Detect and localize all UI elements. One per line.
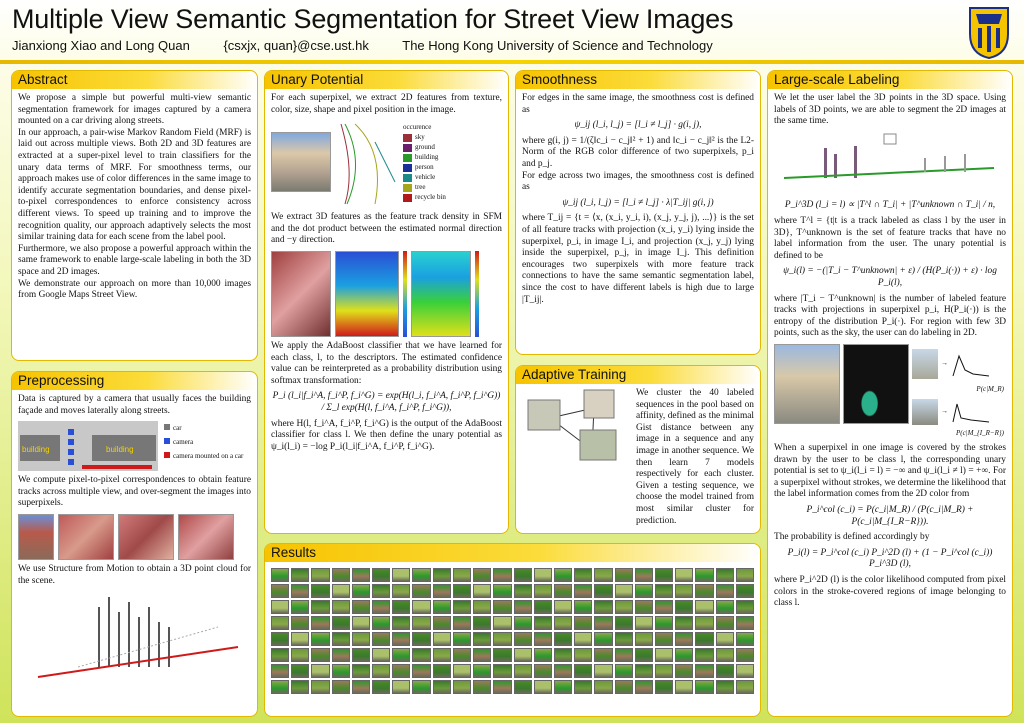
result-thumbnail [271, 632, 289, 646]
result-thumbnail [352, 664, 370, 678]
building-label: building [22, 445, 50, 455]
result-thumbnail [716, 568, 734, 582]
result-thumbnail [514, 664, 532, 678]
result-thumbnail [716, 600, 734, 614]
result-thumbnail [332, 648, 350, 662]
largescale-paragraph: where |T_i − T^unknown| is the number of labeled feature tracks with projections in superpixel p_i, H(P_i(·)) is the entropy of the distribution P_i(·). For region with few 3D points, such as the sky, the user can do labeling in 2D. [774, 293, 1006, 339]
result-thumbnail [716, 584, 734, 598]
result-thumbnail [433, 664, 451, 678]
result-thumbnail [493, 632, 511, 646]
result-thumbnail [271, 584, 289, 598]
result-thumbnail [574, 568, 592, 582]
result-thumbnail [291, 616, 309, 630]
result-thumbnail [311, 648, 329, 662]
result-thumbnail [473, 616, 491, 630]
result-thumbnail [352, 584, 370, 598]
likelihood-plot-1 [951, 350, 991, 378]
result-thumbnail [655, 584, 673, 598]
result-thumbnail [412, 632, 430, 646]
result-thumbnail [655, 600, 673, 614]
result-thumbnail [554, 616, 572, 630]
result-thumbnail [655, 632, 673, 646]
superpixel-images [18, 514, 251, 560]
result-thumbnail [453, 600, 471, 614]
result-thumbnail [473, 568, 491, 582]
result-thumbnail [412, 664, 430, 678]
result-thumbnail [433, 616, 451, 630]
result-thumbnail [635, 568, 653, 582]
result-thumbnail [433, 648, 451, 662]
result-thumbnail [534, 584, 552, 598]
result-thumbnail [554, 632, 572, 646]
result-thumbnail [635, 584, 653, 598]
result-thumbnail [372, 648, 390, 662]
result-thumbnail [433, 568, 451, 582]
result-thumbnail [412, 584, 430, 598]
result-thumbnail [554, 600, 572, 614]
result-thumbnail [574, 632, 592, 646]
result-thumbnail [594, 600, 612, 614]
likelihood-label-2: P(c|M_{I_R−R}) [955, 428, 1004, 437]
result-thumbnail [291, 584, 309, 598]
smoothness-paragraph: where T_ij = {t = ⟨x, (x_i, y_i, i), (x_j, y_j, j), ...⟩} is the set of all feature tracks with projection (x_i, y_i) lying inside the superpixel, p_i, in image I_i, and projection (x_j, y_j) lying inside the superpixel, p_j, in image I_j. This definition encourages two superpixels with more feature track connections to have the same semantic segmentation label, since the cost to have different labels is high due to large |T_ij|. [522, 213, 754, 305]
largescale-panel: Large-scale Labeling We let the user label the 3D points in the 3D space. Using labels of 3D points, we are able to segment the 2D images at the same time. P_i^3D (l_i = l) ∝ |T^l ∩ T_i| + |T^unknown ∩ T_i| / n, where T^l = {t|t is a track labeled as class l by the user in 3D}, T^unknown is the set of feature tracks that have no label information from the user. The unary potential is defined to be ψ_i(l) = −(|T_i − T^unknown| + ε) / (H(P_i(·)) + ε) · log P_i(l), where |T_i − T^unknown| is the number of labeled feature tracks with projections in superpixel p_i, H(P_i(·)) is the entropy of the distribution P_i(·). For region with few 3D points, such as the sky, the user can do labeling in 2D. → P(c|M_R) → P(c|M_{I_R−R}) When a superpixel in one image is covered by the strokes drawn by the user to be class l, the corresponding unary potential is set to ψ_i(l_i = l) = −∞ and ψ_i(l_i ≠ l) = +∞. For a superpixel without strokes, we determine the likelihood that the label information comes from the 2D color from P_i^col (c_i) = P(c_i|M_R) / (P(c_i|M_R) + P(c_i|M_{I_R−R})). The probability is defined accordingly by P_i(l) = P_i^col (c_i) P_i^2D (l) + (1 − P_i^col (c_i)) P_i^3D (l), where P_i^2D (l) is the color likelihood computed from pixel colors in the stroke-covered regions of image belonging to class l. [767, 70, 1013, 717]
result-thumbnail [574, 664, 592, 678]
result-thumbnail [594, 664, 612, 678]
result-thumbnail [675, 616, 693, 630]
legend-item: vehicle [403, 172, 446, 182]
result-thumbnail [675, 600, 693, 614]
result-thumbnail [372, 616, 390, 630]
abstract-paragraph: We propose a simple but powerful multi-view semantic segmentation framework for images captured by a camera mounted on a car driving along streets. [18, 93, 251, 127]
result-thumbnail [534, 632, 552, 646]
result-thumbnail [675, 680, 693, 694]
result-thumbnail [271, 600, 289, 614]
result-thumbnail [311, 664, 329, 678]
largescale-paragraph: When a superpixel in one image is covered by the strokes drawn by the user to be class l, the corresponding unary potential is set to ψ_i(l_i = l) = −∞ and ψ_i(l_i ≠ l) = +∞. For a superpixel without strokes, we determine the likelihood that the label information comes from the 2D color from [774, 443, 1006, 500]
result-thumbnail [392, 680, 410, 694]
abstract-paragraph: We demonstrate our approach on more than 10,000 images from Google Maps Street View. [18, 278, 251, 301]
abstract-heading: Abstract [12, 71, 257, 89]
results-heading: Results [265, 544, 760, 562]
result-thumbnail [554, 648, 572, 662]
result-thumbnail [514, 616, 532, 630]
result-thumbnail [372, 568, 390, 582]
legend-item: building [403, 152, 446, 162]
result-thumbnail [412, 648, 430, 662]
result-thumbnail [716, 632, 734, 646]
result-thumbnail [635, 616, 653, 630]
result-thumbnail [635, 600, 653, 614]
header-rule [0, 60, 1024, 64]
result-thumbnail [615, 600, 633, 614]
result-thumbnail [392, 600, 410, 614]
result-thumbnail [311, 632, 329, 646]
result-thumbnail [594, 568, 612, 582]
poster-title: Multiple View Semantic Segmentation for Street View Images [12, 4, 734, 34]
result-thumbnail [695, 680, 713, 694]
likelihood-label-1: P(c|M_R) [976, 384, 1004, 393]
legend-item: ground [403, 142, 446, 152]
result-thumbnail [534, 664, 552, 678]
result-thumbnail [695, 632, 713, 646]
results-grid [265, 562, 760, 700]
result-thumbnail [675, 632, 693, 646]
preprocessing-heading: Preprocessing [12, 372, 257, 390]
result-thumbnail [615, 664, 633, 678]
unary-paragraph: We extract 3D features as the feature track density in SFM and the dot product between the estimated normal direction and −y direction. [271, 212, 502, 246]
building-label: building [106, 445, 134, 455]
result-thumbnail [514, 632, 532, 646]
unary-paragraph: where H(l, f_i^A, f_i^P, f_i^G) is the output of the AdaBoost classifier for class l. We then define the unary potential as ψ_i(l_i) = −log P_i(l_i|f_i^A, f_i^P, f_i^G). [271, 418, 502, 452]
result-thumbnail [392, 664, 410, 678]
result-thumbnail [675, 584, 693, 598]
result-thumbnail [291, 680, 309, 694]
street-image [271, 132, 331, 192]
result-thumbnail [291, 632, 309, 646]
result-thumbnail [271, 648, 289, 662]
result-thumbnail [372, 680, 390, 694]
result-thumbnail [352, 680, 370, 694]
likelihood-plot-2 [951, 400, 991, 424]
result-thumbnail [635, 648, 653, 662]
smoothness-paragraph: where g(i, j) = 1/(ζ‖c_i − c_j‖² + 1) and ‖c_i − c_j‖² is the L2-Norm of the RGB color difference of two superpixels, p_i and p_j. [522, 135, 754, 169]
preprocessing-paragraph: We compute pixel-to-pixel correspondences to obtain feature tracks across multiple view, and over-segment the images into superpixels. [18, 475, 251, 509]
result-thumbnail [574, 584, 592, 598]
result-thumbnail [736, 664, 754, 678]
result-thumbnail [332, 632, 350, 646]
result-thumbnail [372, 664, 390, 678]
result-thumbnail [514, 568, 532, 582]
university-logo-icon [966, 4, 1012, 60]
result-thumbnail [716, 648, 734, 662]
result-thumbnail [615, 584, 633, 598]
largescale-heading: Large-scale Labeling [768, 71, 1012, 89]
result-thumbnail [594, 616, 612, 630]
result-thumbnail [615, 568, 633, 582]
softmax-equation: P_i (l_i|f_i^A, f_i^P, f_i^G) = exp(H(l_i, f_i^A, f_i^P, f_i^G)) / Σ_l exp(H(l, f_i^A, f_i^P, f_i^G)), [272, 391, 501, 413]
preprocessing-paragraph: We use Structure from Motion to obtain a 3D point cloud for the scene. [18, 563, 251, 586]
adaptive-paragraph: We cluster the 40 labeled sequences in the pool based on affinity, defined as the minimal Gist distance between any image in a sequence and any image in another sequence. We then learn 7 models respectively for each cluster. Given a testing sequence, we choose the model trained from most similar cluster for prediction. [636, 388, 754, 526]
labeling-equation-3: P_i^col (c_i) = P(c_i|M_R) / (P(c_i|M_R) + P(c_i|M_{I_R−R})). [806, 505, 974, 527]
result-thumbnail [675, 648, 693, 662]
result-thumbnail [392, 584, 410, 598]
legend-item: person [403, 162, 446, 172]
labeling-equation-1: P_i^3D (l_i = l) ∝ |T^l ∩ T_i| + |T^unknown ∩ T_i| / n, [784, 200, 996, 211]
result-thumbnail [493, 664, 511, 678]
result-thumbnail [473, 664, 491, 678]
result-thumbnail [534, 568, 552, 582]
result-thumbnail [453, 632, 471, 646]
result-thumbnail [352, 600, 370, 614]
labeling-equation-4: P_i(l) = P_i^col (c_i) P_i^2D (l) + (1 − P_i^col (c_i)) P_i^3D (l), [787, 547, 993, 570]
result-thumbnail [574, 648, 592, 662]
abstract-paragraph: Furthermore, we also propose a powerful approach within the same framework to enable large-scale labeling in both the 3D space and 2D images. [18, 243, 251, 277]
result-thumbnail [453, 680, 471, 694]
result-thumbnail [736, 680, 754, 694]
result-thumbnail [412, 680, 430, 694]
result-thumbnail [493, 584, 511, 598]
result-thumbnail [332, 600, 350, 614]
result-thumbnail [655, 664, 673, 678]
result-thumbnail [453, 568, 471, 582]
result-thumbnail [412, 600, 430, 614]
result-thumbnail [655, 616, 673, 630]
result-thumbnail [695, 616, 713, 630]
result-thumbnail [615, 632, 633, 646]
result-thumbnail [493, 680, 511, 694]
result-thumbnail [433, 600, 451, 614]
3d-labeling-figure [774, 128, 1006, 192]
result-thumbnail [695, 648, 713, 662]
point-cloud-figure [18, 587, 248, 687]
result-thumbnail [594, 584, 612, 598]
email: {csxjx, quan}@cse.ust.hk [223, 38, 369, 53]
result-thumbnail [574, 680, 592, 694]
result-thumbnail [514, 584, 532, 598]
result-thumbnail [736, 616, 754, 630]
unary-paragraph: We apply the AdaBoost classifier that we have learned for each class, l, to the descriptors. The estimated confidence value can be reinterpreted as a probability distribution using softmax transformation: [271, 340, 502, 386]
result-thumbnail [493, 568, 511, 582]
result-thumbnail [352, 616, 370, 630]
result-thumbnail [554, 680, 572, 694]
result-thumbnail [332, 664, 350, 678]
preprocessing-panel [11, 371, 258, 717]
smoothness-heading: Smoothness [516, 71, 760, 89]
result-thumbnail [534, 648, 552, 662]
result-thumbnail [392, 568, 410, 582]
legend-item: sky [403, 132, 446, 142]
result-thumbnail [594, 632, 612, 646]
result-thumbnail [473, 584, 491, 598]
result-thumbnail [716, 680, 734, 694]
result-thumbnail [574, 600, 592, 614]
result-thumbnail [453, 584, 471, 598]
result-thumbnail [534, 600, 552, 614]
result-thumbnail [554, 664, 572, 678]
result-thumbnail [695, 664, 713, 678]
smoothness-paragraph: For edges in the same image, the smoothness cost is defined as [522, 93, 754, 115]
result-thumbnail [675, 664, 693, 678]
result-thumbnail [695, 584, 713, 598]
result-thumbnail [493, 648, 511, 662]
result-thumbnail [695, 600, 713, 614]
result-thumbnail [311, 600, 329, 614]
result-thumbnail [615, 648, 633, 662]
result-thumbnail [311, 584, 329, 598]
result-thumbnail [493, 600, 511, 614]
capture-diagram [18, 421, 158, 471]
result-thumbnail [311, 568, 329, 582]
labeling-equation-2: ψ_i(l) = −(|T_i − T^unknown| + ε) / (H(P_i(·)) + ε) · log P_i(l), [783, 266, 997, 288]
result-thumbnail [291, 664, 309, 678]
result-thumbnail [473, 648, 491, 662]
smoothness-equation-2: ψ_ij (l_i, l_j) = [l_i ≠ l_j] · λ|T_ij| g(i, j) [562, 197, 714, 208]
affiliation: The Hong Kong University of Science and Technology [402, 38, 713, 53]
legend-car: car [164, 421, 243, 435]
result-thumbnail [594, 648, 612, 662]
result-thumbnail [433, 680, 451, 694]
result-thumbnail [615, 680, 633, 694]
result-thumbnail [352, 648, 370, 662]
result-thumbnail [695, 568, 713, 582]
result-thumbnail [675, 568, 693, 582]
result-thumbnail [736, 600, 754, 614]
result-thumbnail [392, 632, 410, 646]
result-thumbnail [736, 632, 754, 646]
result-thumbnail [534, 680, 552, 694]
result-thumbnail [655, 648, 673, 662]
result-thumbnail [332, 680, 350, 694]
result-thumbnail [736, 648, 754, 662]
legend-item: tree [403, 182, 446, 192]
result-thumbnail [514, 600, 532, 614]
result-thumbnail [453, 664, 471, 678]
result-thumbnail [332, 616, 350, 630]
result-thumbnail [372, 584, 390, 598]
3d-feature-images [271, 251, 502, 337]
legend-title: occurence [403, 123, 432, 132]
result-thumbnail [291, 600, 309, 614]
result-thumbnail [291, 648, 309, 662]
result-thumbnail [352, 568, 370, 582]
unary-panel [264, 70, 509, 534]
result-thumbnail [655, 568, 673, 582]
result-thumbnail [514, 680, 532, 694]
result-thumbnail [554, 568, 572, 582]
smoothness-paragraph: For edge across two images, the smoothness cost is defined as [522, 170, 754, 193]
result-thumbnail [635, 680, 653, 694]
result-thumbnail [655, 680, 673, 694]
result-thumbnail [615, 616, 633, 630]
abstract-paragraph: In our approach, a pair-wise Markov Random Field (MRF) is laid out across multiple views. Both 2D and 3D features are extracted at a super-pixel level to train classifiers for the unary data terms of MRF. For smoothness terms, our approach makes use of color differences in the same image to identify accurate segmentation boundaries, and dense pixel-to-pixel correspondences to enforce consistency across different views. To speed up training and to improve the recognition quality, our approach adaptively selects the most similar training data for each scene from the label pool. [18, 127, 251, 243]
result-thumbnail [716, 616, 734, 630]
unary-heading: Unary Potential [265, 71, 508, 89]
result-thumbnail [332, 584, 350, 598]
mask-image [843, 344, 909, 424]
result-thumbnail [534, 616, 552, 630]
result-thumbnail [392, 648, 410, 662]
legend-camera-car: camera mounted on a car [164, 449, 243, 463]
result-thumbnail [352, 632, 370, 646]
largescale-paragraph: where P_i^2D (l) is the color likelihood computed from pixel colors in the stroke-covered regions of image belonging to class l. [774, 575, 1006, 609]
result-thumbnail [372, 600, 390, 614]
result-thumbnail [311, 680, 329, 694]
abstract-panel [11, 70, 258, 361]
result-thumbnail [473, 600, 491, 614]
result-thumbnail [412, 616, 430, 630]
smoothness-equation-1: ψ_ij (l_i, l_j) = [l_i ≠ l_j] · g(i, j), [574, 120, 702, 131]
adaptive-heading: Adaptive Training [516, 366, 760, 384]
result-thumbnail [271, 664, 289, 678]
result-thumbnail [493, 616, 511, 630]
legend-camera: camera [164, 435, 243, 449]
result-thumbnail [594, 680, 612, 694]
smoothness-panel [515, 70, 761, 355]
result-thumbnail [271, 616, 289, 630]
result-thumbnail [412, 568, 430, 582]
result-thumbnail [574, 616, 592, 630]
result-thumbnail [433, 632, 451, 646]
result-thumbnail [453, 616, 471, 630]
author-line [12, 38, 743, 53]
result-thumbnail [332, 568, 350, 582]
cluster-diagram [522, 388, 632, 472]
adaptive-panel [515, 365, 761, 534]
result-thumbnail [271, 568, 289, 582]
largescale-paragraph: The probability is defined accordingly by [774, 532, 930, 543]
result-thumbnail [433, 584, 451, 598]
stroke-image [774, 344, 840, 424]
result-thumbnail [716, 664, 734, 678]
result-thumbnail [372, 632, 390, 646]
result-thumbnail [311, 616, 329, 630]
result-thumbnail [554, 584, 572, 598]
result-thumbnail [473, 632, 491, 646]
result-thumbnail [635, 664, 653, 678]
result-thumbnail [736, 584, 754, 598]
result-thumbnail [473, 680, 491, 694]
authors: Jianxiong Xiao and Long Quan [12, 38, 190, 53]
result-thumbnail [271, 680, 289, 694]
preprocessing-paragraph: Data is captured by a camera that usually faces the building façade and moves laterally along streets. [18, 394, 251, 416]
largescale-paragraph: where T^l = {t|t is a track labeled as class l by the user in 3D}, T^unknown is the set of feature tracks that have no label information from the user. The unary potential is defined to be [774, 215, 1006, 261]
largescale-paragraph: We let the user label the 3D points in the 3D space. Using labels of 3D points, we are able to segment the 2D images at the same time. [774, 93, 1006, 127]
result-thumbnail [392, 616, 410, 630]
results-panel [264, 543, 761, 717]
result-thumbnail [635, 632, 653, 646]
result-thumbnail [453, 648, 471, 662]
result-thumbnail [736, 568, 754, 582]
feature-plot [335, 122, 399, 206]
legend-item: recycle bin [403, 192, 446, 202]
result-thumbnail [514, 648, 532, 662]
result-thumbnail [291, 568, 309, 582]
unary-paragraph: For each superpixel, we extract 2D features from texture, color, size, shape and pixel position in the image. [271, 93, 502, 115]
